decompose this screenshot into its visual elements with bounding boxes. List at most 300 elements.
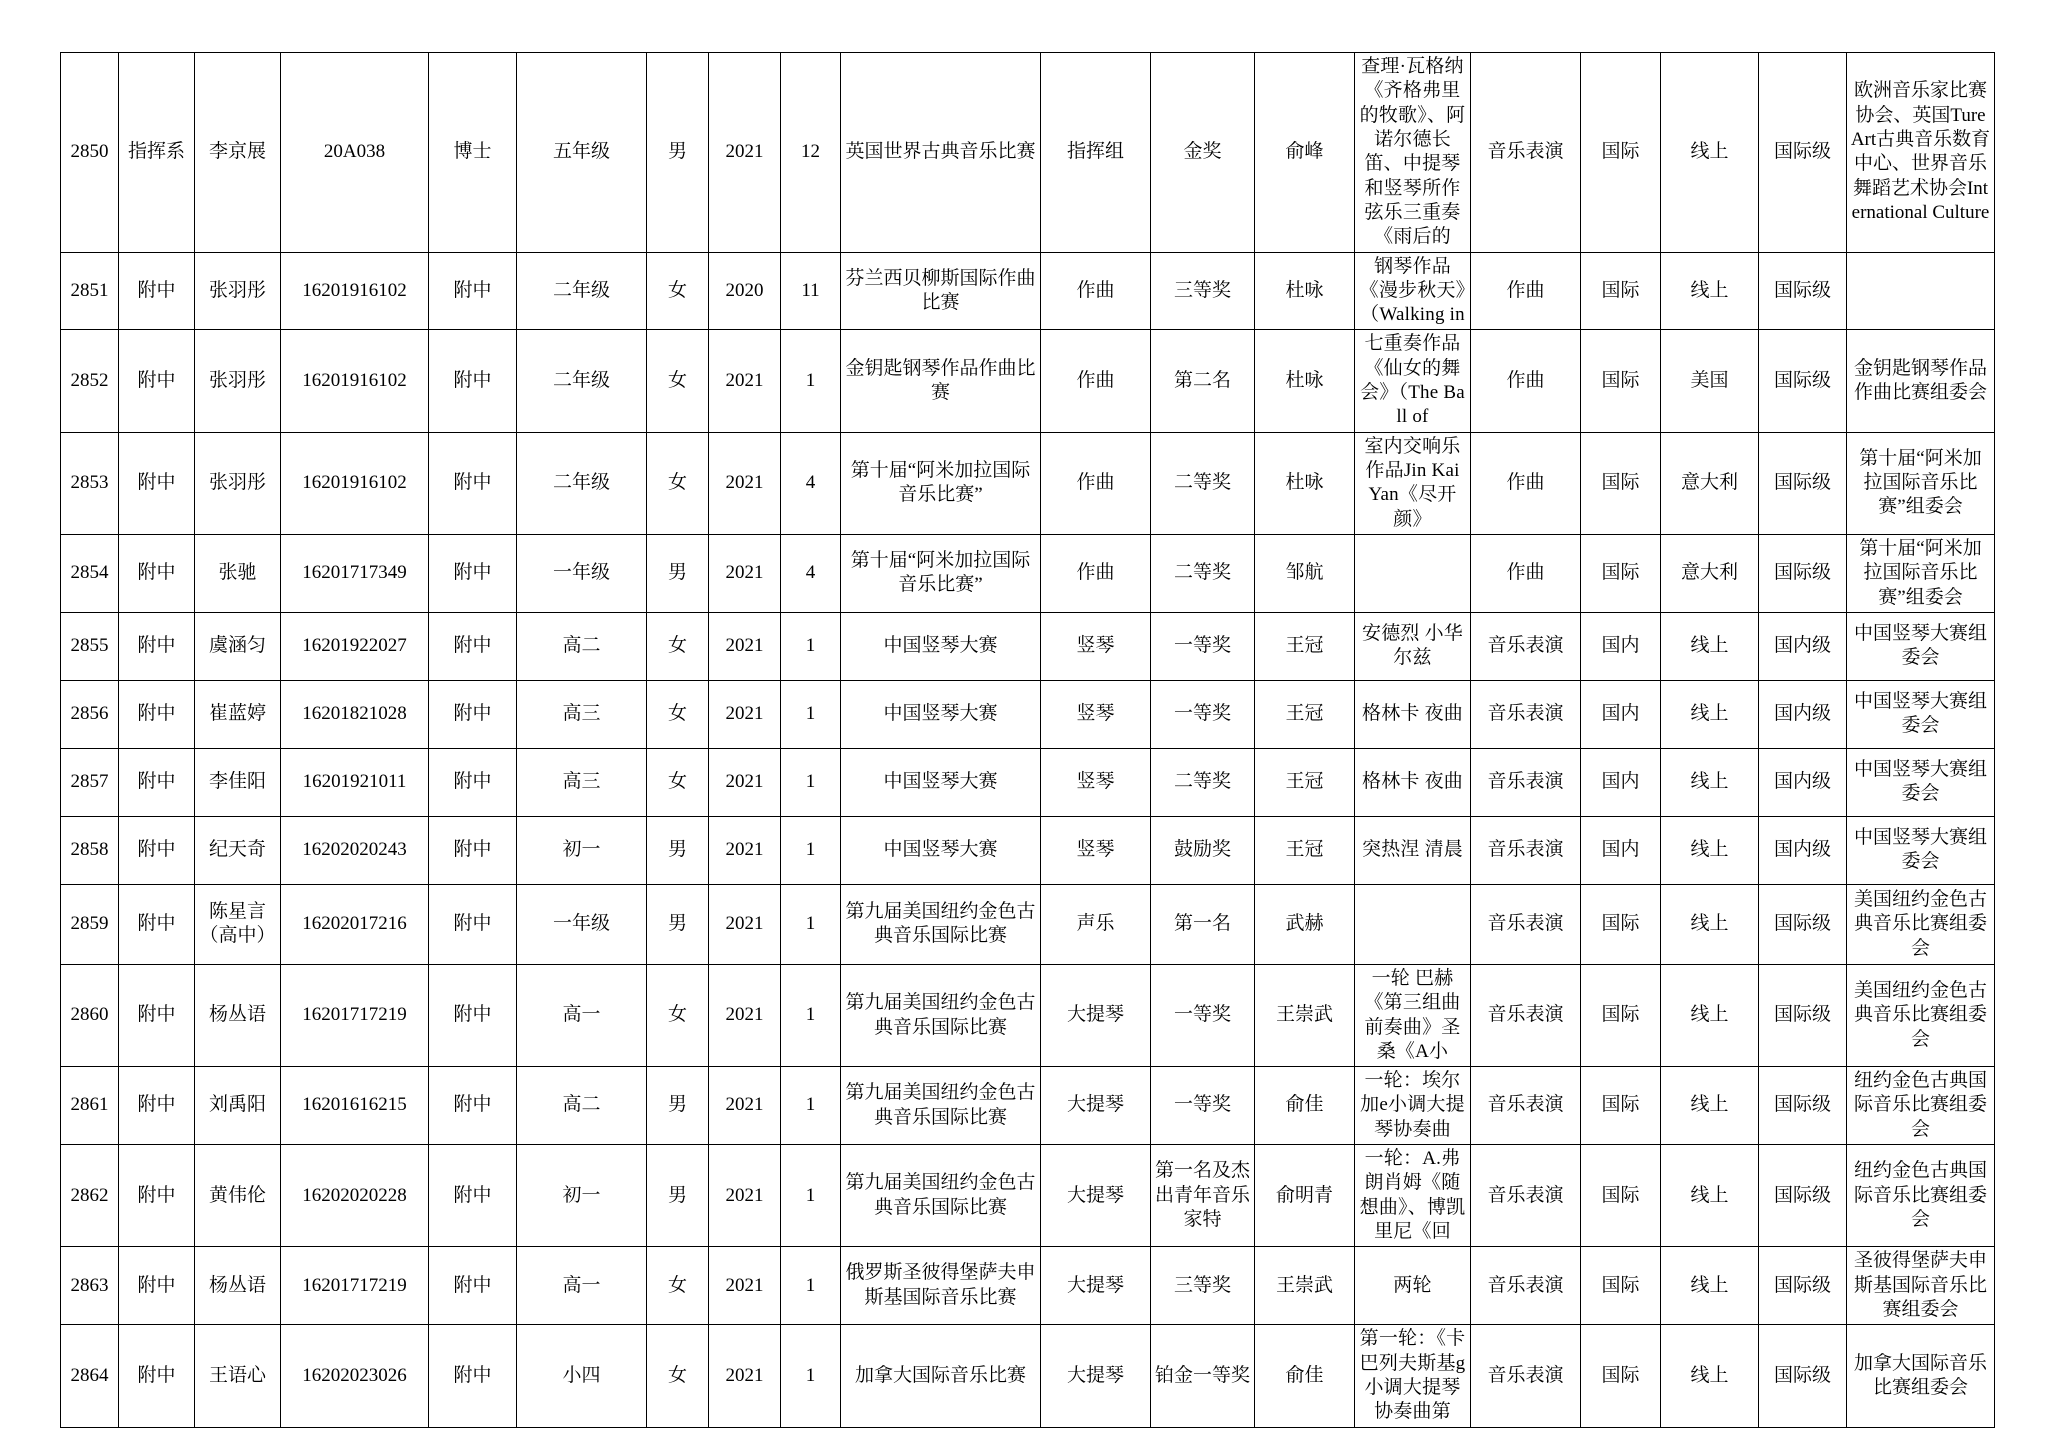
cell-degree: 附中 [429,1247,517,1325]
cell-place: 线上 [1661,612,1759,680]
cell-month: 4 [781,432,841,534]
cell-name: 杨丛语 [195,1247,281,1325]
cell-competition: 中国竖琴大赛 [841,612,1041,680]
cell-grade: 一年级 [517,884,647,964]
cell-gender: 男 [647,884,709,964]
cell-name: 崔蓝婷 [195,680,281,748]
cell-work: 突热涅 清晨 [1355,816,1471,884]
cell-scope: 国际 [1581,53,1661,253]
cell-degree: 附中 [429,964,517,1066]
cell-year: 2021 [709,1145,781,1247]
cell-place: 线上 [1661,884,1759,964]
cell-category: 音乐表演 [1471,612,1581,680]
cell-gender: 男 [647,1145,709,1247]
cell-dept: 附中 [119,748,195,816]
cell-group: 竖琴 [1041,680,1151,748]
table-row [61,748,1995,816]
cell-gender: 男 [647,53,709,253]
cell-gender: 女 [647,612,709,680]
cell-competition: 第十届“阿米加拉国际音乐比赛” [841,534,1041,612]
cell-degree: 附中 [429,534,517,612]
cell-organizer: 圣彼得堡萨夫申斯基国际音乐比赛组委会 [1847,1247,1995,1325]
cell-work: 一轮：埃尔加e小调大提琴协奏曲 [1355,1067,1471,1145]
cell-place: 线上 [1661,816,1759,884]
table-row [61,432,1995,534]
cell-competition: 中国竖琴大赛 [841,748,1041,816]
table-row [61,1247,1995,1325]
cell-teacher: 杜咏 [1255,330,1355,432]
cell-category: 音乐表演 [1471,1325,1581,1427]
cell-competition: 金钥匙钢琴作品作曲比赛 [841,330,1041,432]
cell-level: 国际级 [1759,1145,1847,1247]
cell-work: 格林卡 夜曲 [1355,748,1471,816]
cell-teacher: 王崇武 [1255,1247,1355,1325]
table-row [61,534,1995,612]
cell-gender: 女 [647,1247,709,1325]
cell-year: 2021 [709,748,781,816]
cell-grade: 高一 [517,1247,647,1325]
cell-level: 国际级 [1759,1067,1847,1145]
cell-place: 线上 [1661,680,1759,748]
cell-grade: 高三 [517,680,647,748]
cell-sid: 16201916102 [281,432,429,534]
table-row [61,816,1995,884]
cell-grade: 五年级 [517,53,647,253]
cell-grade: 二年级 [517,252,647,330]
cell-month: 11 [781,252,841,330]
table-row [61,1325,1995,1427]
cell-teacher: 王冠 [1255,680,1355,748]
cell-group: 指挥组 [1041,53,1151,253]
cell-no: 2864 [61,1325,119,1427]
cell-place: 美国 [1661,330,1759,432]
cell-month: 1 [781,1067,841,1145]
cell-gender: 女 [647,330,709,432]
cell-year: 2021 [709,534,781,612]
cell-degree: 附中 [429,330,517,432]
cell-dept: 附中 [119,1325,195,1427]
cell-name: 李京展 [195,53,281,253]
cell-teacher: 武赫 [1255,884,1355,964]
cell-work: 安德烈 小华尔兹 [1355,612,1471,680]
cell-name: 张驰 [195,534,281,612]
cell-group: 竖琴 [1041,748,1151,816]
cell-place: 线上 [1661,53,1759,253]
cell-place: 意大利 [1661,534,1759,612]
cell-award: 二等奖 [1151,748,1255,816]
cell-award: 第一名 [1151,884,1255,964]
cell-sid: 16201921011 [281,748,429,816]
cell-sid: 16201916102 [281,330,429,432]
cell-group: 大提琴 [1041,964,1151,1066]
cell-competition: 第九届美国纽约金色古典音乐国际比赛 [841,1067,1041,1145]
cell-month: 1 [781,1247,841,1325]
cell-gender: 男 [647,534,709,612]
cell-no: 2857 [61,748,119,816]
cell-scope: 国际 [1581,1145,1661,1247]
cell-name: 张羽彤 [195,330,281,432]
cell-dept: 附中 [119,884,195,964]
cell-group: 作曲 [1041,432,1151,534]
cell-category: 音乐表演 [1471,748,1581,816]
cell-competition: 第九届美国纽约金色古典音乐国际比赛 [841,964,1041,1066]
cell-group: 作曲 [1041,330,1151,432]
table-row [61,1145,1995,1247]
table-row [61,680,1995,748]
cell-level: 国际级 [1759,1325,1847,1427]
cell-gender: 男 [647,1067,709,1145]
cell-dept: 指挥系 [119,53,195,253]
cell-place: 线上 [1661,1325,1759,1427]
cell-scope: 国内 [1581,816,1661,884]
cell-level: 国内级 [1759,680,1847,748]
cell-dept: 附中 [119,964,195,1066]
cell-competition: 加拿大国际音乐比赛 [841,1325,1041,1427]
cell-sid: 16202023026 [281,1325,429,1427]
cell-no: 2850 [61,53,119,253]
cell-degree: 附中 [429,1145,517,1247]
cell-place: 线上 [1661,252,1759,330]
cell-category: 音乐表演 [1471,816,1581,884]
cell-scope: 国际 [1581,1325,1661,1427]
cell-organizer: 纽约金色古典国际音乐比赛组委会 [1847,1067,1995,1145]
cell-place: 线上 [1661,1067,1759,1145]
cell-sid: 16201717349 [281,534,429,612]
cell-competition: 第九届美国纽约金色古典音乐国际比赛 [841,1145,1041,1247]
cell-dept: 附中 [119,1247,195,1325]
cell-grade: 二年级 [517,330,647,432]
cell-level: 国际级 [1759,53,1847,253]
cell-teacher: 王冠 [1255,612,1355,680]
cell-scope: 国际 [1581,432,1661,534]
cell-teacher: 邹航 [1255,534,1355,612]
cell-organizer: 美国纽约金色古典音乐比赛组委会 [1847,964,1995,1066]
cell-work: 查理·瓦格纳《齐格弗里的牧歌》、阿诺尔德长笛、中提琴和竖琴所作弦乐三重奏《雨后的 [1355,53,1471,253]
cell-category: 作曲 [1471,534,1581,612]
cell-dept: 附中 [119,680,195,748]
cell-name: 黄伟伦 [195,1145,281,1247]
cell-dept: 附中 [119,252,195,330]
cell-gender: 女 [647,748,709,816]
cell-level: 国际级 [1759,330,1847,432]
cell-competition: 中国竖琴大赛 [841,816,1041,884]
cell-sid: 16201616215 [281,1067,429,1145]
cell-organizer: 纽约金色古典国际音乐比赛组委会 [1847,1145,1995,1247]
cell-scope: 国内 [1581,748,1661,816]
cell-year: 2020 [709,252,781,330]
cell-competition: 第十届“阿米加拉国际音乐比赛” [841,432,1041,534]
cell-dept: 附中 [119,534,195,612]
cell-sid: 16201717219 [281,964,429,1066]
cell-organizer: 中国竖琴大赛组委会 [1847,612,1995,680]
cell-work: 一轮 巴赫《第三组曲前奏曲》圣桑《A小 [1355,964,1471,1066]
cell-work: 第一轮：《卡巴列夫斯基g小调大提琴协奏曲第 [1355,1325,1471,1427]
cell-group: 大提琴 [1041,1145,1151,1247]
cell-name: 王语心 [195,1325,281,1427]
cell-teacher: 王崇武 [1255,964,1355,1066]
cell-dept: 附中 [119,612,195,680]
cell-teacher: 杜咏 [1255,252,1355,330]
cell-place: 线上 [1661,1145,1759,1247]
cell-name: 张羽彤 [195,432,281,534]
cell-sid: 16202017216 [281,884,429,964]
cell-category: 音乐表演 [1471,884,1581,964]
cell-name: 刘禹阳 [195,1067,281,1145]
cell-award: 二等奖 [1151,432,1255,534]
cell-name: 纪天奇 [195,816,281,884]
cell-name: 陈星言（高中） [195,884,281,964]
cell-gender: 男 [647,816,709,884]
cell-category: 音乐表演 [1471,1247,1581,1325]
cell-year: 2021 [709,1247,781,1325]
cell-degree: 附中 [429,252,517,330]
cell-category: 作曲 [1471,252,1581,330]
cell-sid: 16201922027 [281,612,429,680]
cell-year: 2021 [709,432,781,534]
cell-organizer: 中国竖琴大赛组委会 [1847,680,1995,748]
table-row [61,330,1995,432]
cell-teacher: 俞佳 [1255,1325,1355,1427]
cell-no: 2855 [61,612,119,680]
cell-award: 铂金一等奖 [1151,1325,1255,1427]
cell-award: 一等奖 [1151,1067,1255,1145]
cell-organizer: 欧洲音乐家比赛协会、英国Ture Art古典音乐数育中心、世界音乐舞蹈艺术协会International Culture [1847,53,1995,253]
cell-grade: 高三 [517,748,647,816]
cell-teacher: 王冠 [1255,816,1355,884]
cell-work: 钢琴作品《漫步秋天》（Walking in [1355,252,1471,330]
cell-teacher: 俞明青 [1255,1145,1355,1247]
cell-year: 2021 [709,53,781,253]
cell-award: 金奖 [1151,53,1255,253]
table-row [61,884,1995,964]
cell-year: 2021 [709,816,781,884]
cell-work: 七重奏作品《仙女的舞会》（The Ball of [1355,330,1471,432]
cell-organizer: 中国竖琴大赛组委会 [1847,816,1995,884]
cell-grade: 小四 [517,1325,647,1427]
cell-organizer: 第十届“阿米加拉国际音乐比赛”组委会 [1847,432,1995,534]
cell-gender: 女 [647,680,709,748]
cell-year: 2021 [709,680,781,748]
cell-award: 三等奖 [1151,1247,1255,1325]
cell-group: 大提琴 [1041,1247,1151,1325]
cell-level: 国际级 [1759,534,1847,612]
cell-month: 1 [781,748,841,816]
cell-category: 音乐表演 [1471,1067,1581,1145]
cell-no: 2863 [61,1247,119,1325]
cell-month: 1 [781,964,841,1066]
cell-sid: 16202020228 [281,1145,429,1247]
cell-competition: 英国世界古典音乐比赛 [841,53,1041,253]
cell-gender: 女 [647,1325,709,1427]
cell-level: 国际级 [1759,964,1847,1066]
cell-level: 国内级 [1759,612,1847,680]
cell-gender: 女 [647,432,709,534]
cell-grade: 高二 [517,612,647,680]
cell-organizer [1847,252,1995,330]
cell-no: 2854 [61,534,119,612]
cell-competition: 第九届美国纽约金色古典音乐国际比赛 [841,884,1041,964]
cell-dept: 附中 [119,1145,195,1247]
cell-no: 2856 [61,680,119,748]
cell-no: 2860 [61,964,119,1066]
cell-dept: 附中 [119,1067,195,1145]
cell-no: 2861 [61,1067,119,1145]
cell-no: 2859 [61,884,119,964]
cell-category: 音乐表演 [1471,680,1581,748]
cell-scope: 国内 [1581,612,1661,680]
cell-sid: 16201916102 [281,252,429,330]
cell-year: 2021 [709,884,781,964]
cell-organizer: 第十届“阿米加拉国际音乐比赛”组委会 [1847,534,1995,612]
cell-group: 竖琴 [1041,612,1151,680]
cell-award: 三等奖 [1151,252,1255,330]
cell-sid: 16201717219 [281,1247,429,1325]
cell-sid: 16202020243 [281,816,429,884]
cell-category: 音乐表演 [1471,1145,1581,1247]
cell-group: 作曲 [1041,252,1151,330]
cell-teacher: 俞峰 [1255,53,1355,253]
cell-month: 1 [781,816,841,884]
cell-work: 格林卡 夜曲 [1355,680,1471,748]
cell-year: 2021 [709,330,781,432]
cell-year: 2021 [709,1067,781,1145]
cell-name: 李佳阳 [195,748,281,816]
cell-competition: 俄罗斯圣彼得堡萨夫申斯基国际音乐比赛 [841,1247,1041,1325]
cell-month: 4 [781,534,841,612]
cell-grade: 初一 [517,816,647,884]
cell-award: 一等奖 [1151,680,1255,748]
cell-grade: 二年级 [517,432,647,534]
table-body [61,53,1995,1428]
cell-no: 2851 [61,252,119,330]
cell-gender: 女 [647,252,709,330]
table-row [61,252,1995,330]
cell-dept: 附中 [119,816,195,884]
cell-month: 1 [781,680,841,748]
cell-level: 国际级 [1759,1247,1847,1325]
awards-table [60,52,1995,1428]
cell-degree: 附中 [429,432,517,534]
cell-degree: 附中 [429,1067,517,1145]
cell-no: 2853 [61,432,119,534]
cell-organizer: 美国纽约金色古典音乐比赛组委会 [1847,884,1995,964]
cell-gender: 女 [647,964,709,1066]
cell-level: 国际级 [1759,252,1847,330]
table-row [61,53,1995,253]
cell-degree: 附中 [429,680,517,748]
cell-category: 音乐表演 [1471,964,1581,1066]
cell-scope: 国际 [1581,884,1661,964]
cell-scope: 国际 [1581,330,1661,432]
cell-group: 竖琴 [1041,816,1151,884]
cell-place: 意大利 [1661,432,1759,534]
cell-work: 两轮 [1355,1247,1471,1325]
cell-month: 1 [781,612,841,680]
cell-grade: 初一 [517,1145,647,1247]
cell-place: 线上 [1661,964,1759,1066]
cell-place: 线上 [1661,748,1759,816]
cell-no: 2858 [61,816,119,884]
cell-category: 作曲 [1471,330,1581,432]
cell-award: 一等奖 [1151,612,1255,680]
cell-degree: 附中 [429,748,517,816]
cell-teacher: 王冠 [1255,748,1355,816]
cell-level: 国际级 [1759,884,1847,964]
cell-group: 作曲 [1041,534,1151,612]
cell-organizer: 金钥匙钢琴作品作曲比赛组委会 [1847,330,1995,432]
cell-grade: 一年级 [517,534,647,612]
cell-dept: 附中 [119,432,195,534]
cell-scope: 国际 [1581,252,1661,330]
cell-grade: 高一 [517,964,647,1066]
cell-group: 大提琴 [1041,1067,1151,1145]
cell-teacher: 俞佳 [1255,1067,1355,1145]
cell-organizer: 加拿大国际音乐比赛组委会 [1847,1325,1995,1427]
table-row [61,1067,1995,1145]
cell-month: 12 [781,53,841,253]
cell-degree: 附中 [429,816,517,884]
cell-scope: 国内 [1581,680,1661,748]
cell-group: 声乐 [1041,884,1151,964]
table-row [61,964,1995,1066]
cell-competition: 中国竖琴大赛 [841,680,1041,748]
cell-degree: 附中 [429,1325,517,1427]
cell-level: 国际级 [1759,432,1847,534]
cell-year: 2021 [709,612,781,680]
cell-name: 张羽彤 [195,252,281,330]
cell-group: 大提琴 [1041,1325,1151,1427]
cell-level: 国内级 [1759,748,1847,816]
cell-month: 1 [781,330,841,432]
cell-degree: 博士 [429,53,517,253]
cell-scope: 国际 [1581,534,1661,612]
cell-month: 1 [781,1145,841,1247]
cell-award: 第一名及杰出青年音乐家特 [1151,1145,1255,1247]
cell-name: 虞涵匀 [195,612,281,680]
cell-level: 国内级 [1759,816,1847,884]
cell-year: 2021 [709,964,781,1066]
cell-month: 1 [781,1325,841,1427]
cell-scope: 国际 [1581,1067,1661,1145]
cell-month: 1 [781,884,841,964]
cell-work: 一轮：A.弗朗肖姆《随想曲》、博凯里尼《回 [1355,1145,1471,1247]
cell-competition: 芬兰西贝柳斯国际作曲比赛 [841,252,1041,330]
cell-scope: 国际 [1581,964,1661,1066]
cell-degree: 附中 [429,884,517,964]
cell-category: 音乐表演 [1471,53,1581,253]
cell-degree: 附中 [429,612,517,680]
cell-place: 线上 [1661,1247,1759,1325]
cell-award: 第二名 [1151,330,1255,432]
cell-organizer: 中国竖琴大赛组委会 [1847,748,1995,816]
cell-work [1355,884,1471,964]
cell-work [1355,534,1471,612]
cell-category: 作曲 [1471,432,1581,534]
table-row [61,612,1995,680]
cell-no: 2862 [61,1145,119,1247]
cell-work: 室内交响乐作品Jin Kai Yan《尽开颜》 [1355,432,1471,534]
cell-name: 杨丛语 [195,964,281,1066]
cell-sid: 20A038 [281,53,429,253]
cell-scope: 国际 [1581,1247,1661,1325]
cell-sid: 16201821028 [281,680,429,748]
cell-teacher: 杜咏 [1255,432,1355,534]
cell-award: 二等奖 [1151,534,1255,612]
cell-grade: 高二 [517,1067,647,1145]
cell-no: 2852 [61,330,119,432]
cell-award: 一等奖 [1151,964,1255,1066]
cell-dept: 附中 [119,330,195,432]
